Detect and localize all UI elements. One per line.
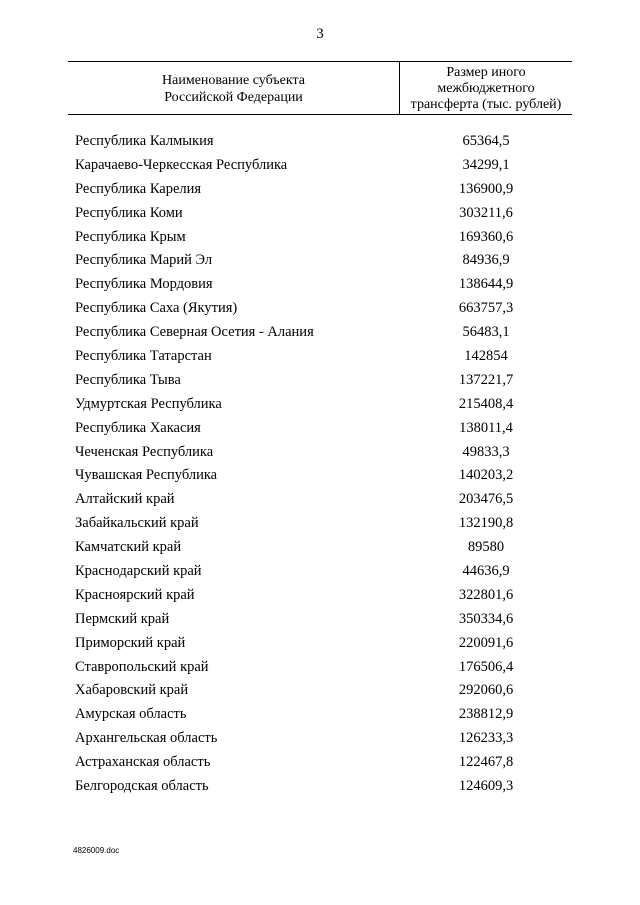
region-name: Республика Северная Осетия - Алания [75, 324, 314, 341]
transfer-amount: 203476,5 [458, 491, 514, 508]
table-row [0, 393, 640, 417]
table-row [0, 560, 640, 584]
transfer-amount: 56483,1 [462, 324, 510, 341]
region-name: Республика Крым [75, 228, 186, 245]
table-row [0, 727, 640, 751]
table-row [0, 512, 640, 536]
header-value-line-2: межбюджетного [437, 81, 535, 96]
region-name: Республика Татарстан [75, 348, 212, 365]
table-row [0, 297, 640, 321]
region-name: Республика Марий Эл [75, 252, 213, 269]
header-value-column [400, 65, 572, 113]
transfer-amount: 138644,9 [458, 276, 514, 293]
transfer-amount: 176506,4 [458, 658, 514, 675]
header-name-line-1: Наименование субъекта [162, 73, 305, 88]
region-name: Забайкальский край [75, 515, 199, 532]
transfer-amount: 142854 [464, 348, 508, 365]
region-name: Республика Саха (Якутия) [75, 300, 238, 317]
table-row [0, 464, 640, 488]
region-name: Республика Тыва [75, 371, 181, 388]
table-row [0, 249, 640, 273]
transfer-amount: 215408,4 [458, 395, 514, 412]
table-row [0, 584, 640, 608]
table-row [0, 345, 640, 369]
table-header [68, 61, 572, 115]
region-name: Амурская область [75, 706, 187, 723]
table-row [0, 321, 640, 345]
region-name: Алтайский край [75, 491, 175, 508]
region-name: Республика Карелия [75, 180, 202, 197]
table-row [0, 488, 640, 512]
table-row [0, 703, 640, 727]
transfer-amount: 137221,7 [458, 371, 514, 388]
region-name: Камчатский край [75, 539, 182, 556]
header-value-line-3: трансферта (тыс. рублей) [410, 97, 562, 112]
table-row [0, 679, 640, 703]
transfer-amount: 136900,9 [458, 180, 514, 197]
table-row [0, 369, 640, 393]
region-name: Республика Мордовия [75, 276, 213, 293]
transfer-amount: 220091,6 [458, 634, 514, 651]
table-row [0, 608, 640, 632]
transfer-amount: 238812,9 [458, 706, 514, 723]
transfer-amount: 44636,9 [462, 563, 510, 580]
page-number: 3 [316, 26, 324, 42]
transfer-amount: 322801,6 [458, 586, 514, 603]
region-name: Астраханская область [75, 754, 211, 771]
transfer-amount: 65364,5 [462, 133, 510, 149]
table-row [0, 154, 640, 178]
region-name: Чувашская Республика [75, 467, 218, 484]
table-row [0, 536, 640, 560]
region-name: Хабаровский край [75, 682, 189, 699]
transfer-amount: 84936,9 [462, 252, 510, 269]
region-name: Пермский край [75, 610, 170, 627]
transfer-amount: 303211,6 [459, 204, 513, 221]
region-name: Ставропольский край [75, 658, 209, 675]
transfer-amount: 49833,3 [462, 443, 510, 460]
table-row [0, 178, 640, 202]
region-name: Удмуртская Республика [75, 395, 222, 412]
region-name: Красноярский край [75, 586, 195, 603]
table-row [0, 775, 640, 799]
table-row [0, 202, 640, 226]
transfer-amount: 126233,3 [458, 730, 514, 747]
table-row [0, 656, 640, 680]
transfer-amount: 122467,8 [458, 754, 514, 771]
transfer-amount: 350334,6 [458, 610, 514, 627]
table-row [0, 441, 640, 465]
transfer-amount: 34299,1 [462, 156, 510, 173]
region-name: Белгородская область [75, 778, 209, 795]
region-name: Республика Хакасия [75, 419, 201, 436]
table-row [0, 417, 640, 441]
region-name: Республика Калмыкия [75, 133, 214, 149]
transfer-amount: 138011,4 [459, 419, 513, 436]
transfer-amount: 663757,3 [458, 300, 514, 317]
table-row [0, 130, 640, 154]
table-row [0, 632, 640, 656]
transfer-amount: 169360,6 [458, 228, 514, 245]
transfer-amount: 132190,8 [458, 515, 514, 532]
table-row [0, 273, 640, 297]
header-name-column [68, 72, 399, 106]
region-name: Чеченская Республика [75, 443, 214, 460]
region-name: Архангельская область [75, 730, 218, 747]
transfer-amount: 89580 [467, 539, 505, 556]
transfer-amount: 292060,6 [458, 682, 514, 699]
header-value-line-1: Размер иного [446, 65, 526, 80]
table-row [0, 226, 640, 250]
region-name: Краснодарский край [75, 563, 202, 580]
header-name-line-2: Российской Федерации [164, 90, 303, 105]
transfer-amount: 140203,2 [458, 467, 514, 484]
region-name: Республика Коми [75, 204, 183, 221]
table-body [0, 130, 640, 799]
transfer-amount: 124609,3 [458, 778, 514, 795]
table-row [0, 751, 640, 775]
region-name: Приморский край [75, 634, 186, 651]
region-name: Карачаево-Черкесская Республика [75, 156, 288, 173]
document-code: 4826009.doc [73, 846, 120, 855]
